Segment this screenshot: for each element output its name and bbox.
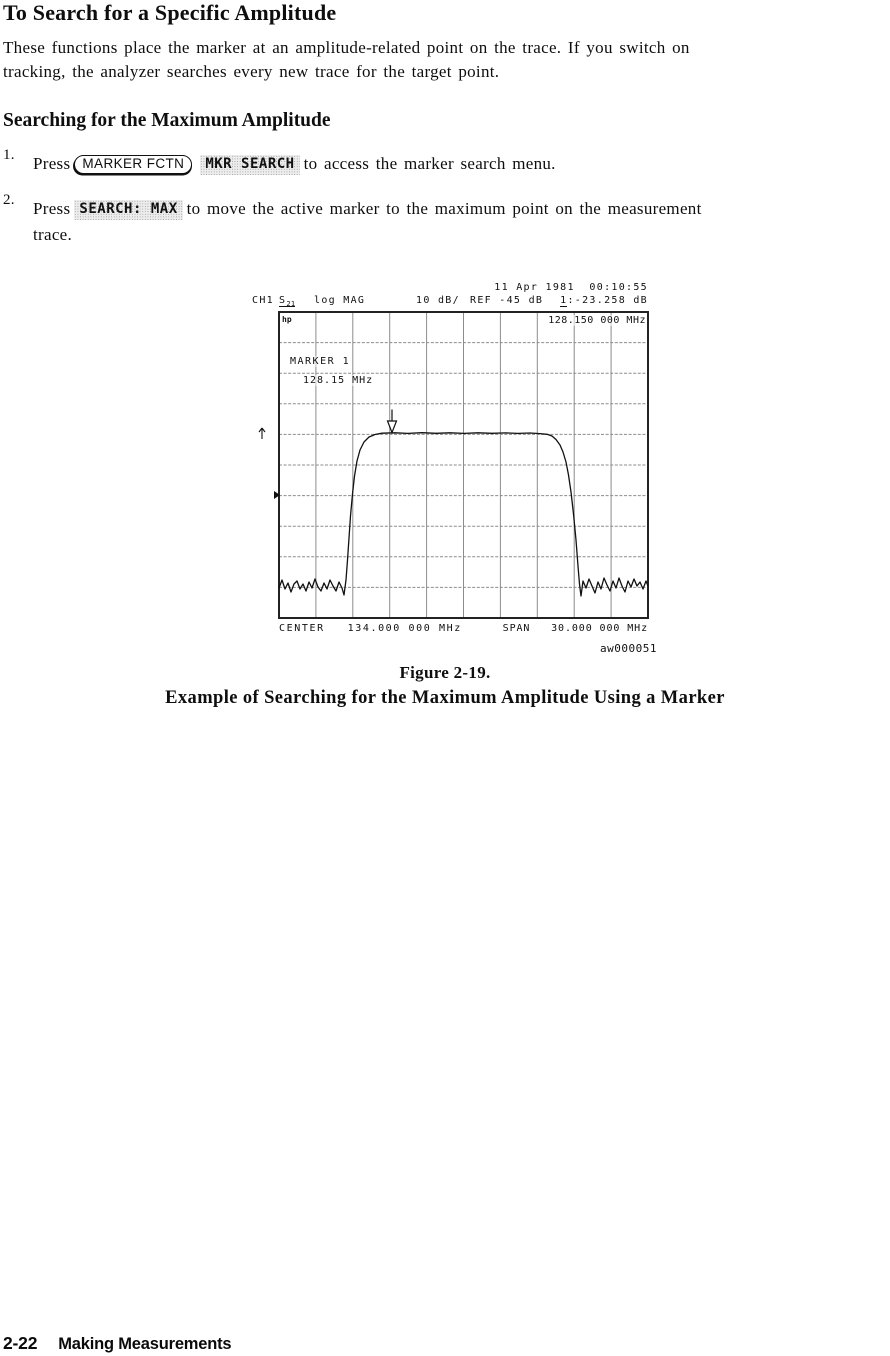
step-2-text-pre: Press xyxy=(33,199,71,218)
step-2-number: 2. xyxy=(3,192,15,208)
s-parameter: S xyxy=(279,295,287,306)
span-readout: SPAN 30.000 000 MHz xyxy=(502,623,648,634)
footer-chapter-title: Making Measurements xyxy=(58,1335,232,1353)
step-1-number: 1. xyxy=(3,147,15,163)
s-parameter-subscript: 21 xyxy=(286,300,296,308)
intro-line-2: tracking, the analyzer searches every new trace for the target point. xyxy=(3,62,500,81)
channel-label: CH1 xyxy=(252,295,274,306)
scale-per-div-label: 10 dB/ xyxy=(416,295,460,306)
hp-logo: hp xyxy=(282,315,292,324)
intro-paragraph xyxy=(3,36,888,84)
search-max-softkey: SEARCH: MAX xyxy=(74,200,182,220)
timestamp: 11 Apr 1981 00:10:55 xyxy=(494,282,648,293)
format-label: log MAG xyxy=(314,295,366,306)
step-2-text-line2: trace. xyxy=(33,225,73,244)
marker-value-readout xyxy=(560,295,648,306)
footer-page-number: 2-22 xyxy=(3,1333,38,1353)
mkr-search-softkey: MKR SEARCH xyxy=(200,155,299,175)
step-1 xyxy=(3,147,888,177)
marker-arrow-icon xyxy=(388,421,397,433)
intro-line-1: These functions place the marker at an amplitude-related point on the trace. If you switch on xyxy=(3,38,690,57)
step-1-text-pre: Press xyxy=(33,154,71,173)
page-footer xyxy=(3,1333,231,1354)
marker-fctn-hardkey: MARKER FCTN xyxy=(74,155,192,174)
marker-frequency: 128.15 MHz xyxy=(303,375,374,386)
active-marker-number: 1 xyxy=(560,295,568,306)
reference-level-label: REF -45 dB xyxy=(470,295,544,306)
figure-photo-id: aw000051 xyxy=(600,642,657,655)
step-1-text-post: to access the marker search menu. xyxy=(303,154,556,173)
marker-label: MARKER 1 xyxy=(290,356,351,367)
marker-frequency-readout: 128.150 000 MHz xyxy=(548,315,646,326)
crt-graticule-and-trace xyxy=(250,282,670,660)
figure-caption-text: Example of Searching for the Maximum Amplitude Using a Marker xyxy=(165,688,725,708)
figure-2-19-screen xyxy=(250,282,670,660)
section-heading: Searching for the Maximum Amplitude xyxy=(3,110,331,131)
figure-caption xyxy=(0,663,890,709)
center-frequency-readout: CENTER 134.000 000 MHz xyxy=(279,623,462,634)
s-parameter-label xyxy=(279,295,295,310)
figure-caption-number: Figure 2-19. xyxy=(399,663,491,682)
marker-amplitude-value: :-23.258 dB xyxy=(567,295,648,306)
step-2-text-post: to move the active marker to the maximum point on the measurement xyxy=(186,199,702,218)
page-title: To Search for a Specific Amplitude xyxy=(3,0,337,25)
step-2 xyxy=(3,192,888,248)
